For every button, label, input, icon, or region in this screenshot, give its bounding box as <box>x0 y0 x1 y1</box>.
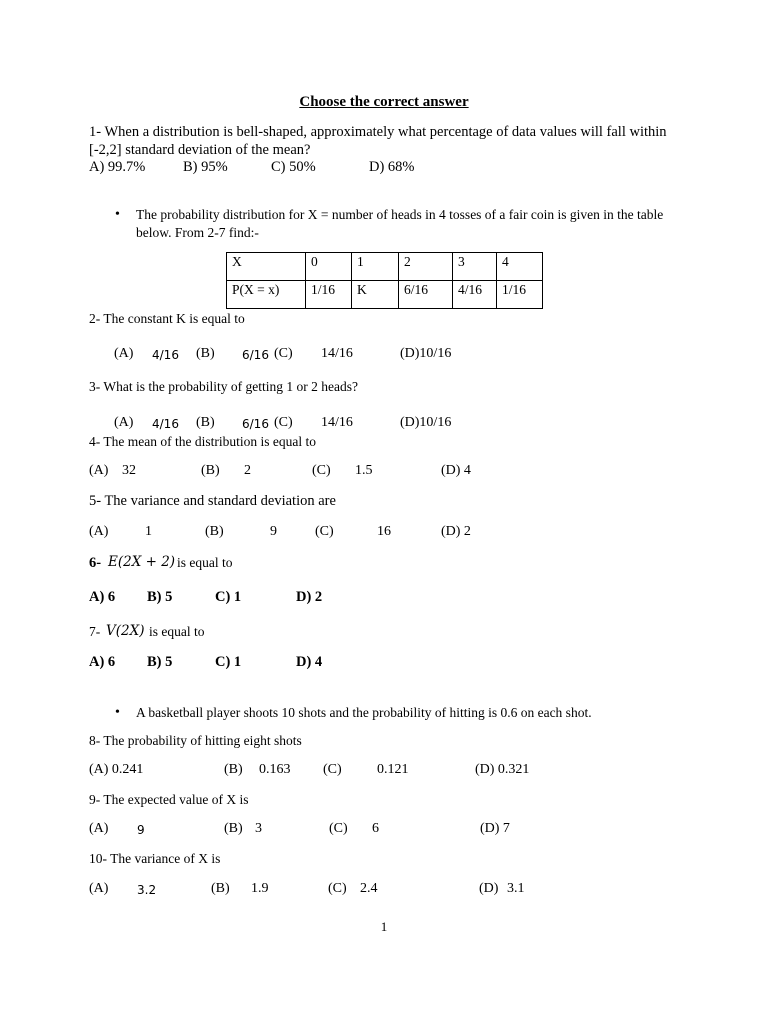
table-cell: 1/16 <box>497 281 543 309</box>
answer-4a-value: 32 <box>122 463 136 478</box>
question-3-text: 3- What is the probability of getting 1 or 2 heads? <box>89 379 358 394</box>
answer-6d: D) 2 <box>296 589 323 605</box>
answer-7d: D) 4 <box>296 654 323 670</box>
question-7-number: 7- <box>89 624 101 639</box>
table-cell: 1 <box>352 253 399 281</box>
question-6-text: is equal to <box>177 555 233 570</box>
answer-8b-value: 0.163 <box>259 762 291 777</box>
answer-9b-value: 3 <box>255 821 262 836</box>
answer-9c-value: 6 <box>372 821 379 836</box>
answer-1c: C) 50% <box>271 159 316 175</box>
table-row <box>227 253 543 281</box>
answer-9a-label: (A) <box>89 821 109 836</box>
question-6-number: 6- <box>89 555 102 571</box>
bullet-icon: • <box>115 705 120 720</box>
answer-5a-value: 1 <box>145 524 152 539</box>
question-7-expression: V(2X) <box>106 623 145 639</box>
answer-9c-label: (C) <box>329 821 348 836</box>
answer-3a-value: 4/16 <box>152 417 179 431</box>
question-9-text: 9- The expected value of X is <box>89 792 249 807</box>
answer-5a-label: (A) <box>89 524 109 539</box>
table-cell: 0 <box>306 253 352 281</box>
answer-2d: (D)10/16 <box>400 346 452 361</box>
answer-1a: A) 99.7% <box>89 159 146 175</box>
answer-10b-label: (B) <box>211 881 230 896</box>
table-cell: X <box>227 253 306 281</box>
question-8-text: 8- The probability of hitting eight shots <box>89 733 302 748</box>
answer-6b: B) 5 <box>147 589 173 605</box>
answer-9a-value: 9 <box>137 823 145 837</box>
answer-4d: (D) 4 <box>441 463 471 478</box>
question-5-text: 5- The variance and standard deviation are <box>89 493 336 509</box>
answer-4c-label: (C) <box>312 463 331 478</box>
answer-5c-value: 16 <box>377 524 391 539</box>
question-6-expression: E(2X + 2) <box>108 554 176 570</box>
answer-2c-label: (C) <box>274 346 293 361</box>
answer-5b-label: (B) <box>205 524 224 539</box>
answer-7a: A) 6 <box>89 654 116 670</box>
answer-3d: (D)10/16 <box>400 415 452 430</box>
table-row <box>227 281 543 309</box>
question-2-text: 2- The constant K is equal to <box>89 311 245 326</box>
answer-8a: (A) 0.241 <box>89 762 144 777</box>
answer-8c-value: 0.121 <box>377 762 409 777</box>
answer-9b-label: (B) <box>224 821 243 836</box>
answer-5c-label: (C) <box>315 524 334 539</box>
answer-10d-label: (D) <box>479 881 499 896</box>
answer-7b: B) 5 <box>147 654 173 670</box>
answer-4b-value: 2 <box>244 463 251 478</box>
answer-1b: B) 95% <box>183 159 228 175</box>
bullet-icon: • <box>115 207 120 222</box>
answer-8d: (D) 0.321 <box>475 762 530 777</box>
table-cell: 4/16 <box>453 281 497 309</box>
answer-4b-label: (B) <box>201 463 220 478</box>
question-10-text: 10- The variance of X is <box>89 851 221 866</box>
answer-10c-label: (C) <box>328 881 347 896</box>
table-cell: 2 <box>399 253 453 281</box>
answer-3a-label: (A) <box>114 415 134 430</box>
answer-9d: (D) 7 <box>480 821 510 836</box>
answer-10c-value: 2.4 <box>360 881 378 896</box>
bullet-intro-1: The probability distribution for X = number of heads in 4 tosses of a fair coin is given in the table below. From 2-7 find:- <box>136 207 664 240</box>
answer-3b-value: 6/16 <box>242 417 269 431</box>
answer-4c-value: 1.5 <box>355 463 373 478</box>
answer-5d: (D) 2 <box>441 524 471 539</box>
answer-2b-label: (B) <box>196 346 215 361</box>
table-cell: P(X = x) <box>227 281 306 309</box>
answer-3b-label: (B) <box>196 415 215 430</box>
answer-2b-value: 6/16 <box>242 348 269 362</box>
table-cell: 6/16 <box>399 281 453 309</box>
answer-5b-value: 9 <box>270 524 277 539</box>
answer-6a: A) 6 <box>89 589 116 605</box>
answer-3c-value: 14/16 <box>321 415 353 430</box>
answer-8b-label: (B) <box>224 762 243 777</box>
answer-1d: D) 68% <box>369 159 415 175</box>
page-number: 1 <box>380 919 388 934</box>
answer-2a-value: 4/16 <box>152 348 179 362</box>
question-1-text: 1- When a distribution is bell-shaped, approximately what percentage of data values will fall within [-2,2] standard deviation of the mean? <box>89 124 667 158</box>
bullet-intro-2: A basketball player shoots 10 shots and the probability of hitting is 0.6 on each shot. <box>136 705 592 720</box>
probability-table <box>226 252 543 309</box>
table-cell: 3 <box>453 253 497 281</box>
answer-10a-label: (A) <box>89 881 109 896</box>
answer-4a-label: (A) <box>89 463 109 478</box>
answer-7c: C) 1 <box>215 654 242 670</box>
answer-8c-label: (C) <box>323 762 342 777</box>
table-cell: 4 <box>497 253 543 281</box>
answer-10a-value: 3.2 <box>137 883 157 897</box>
table-cell: 1/16 <box>306 281 352 309</box>
answer-6c: C) 1 <box>215 589 242 605</box>
question-4-text: 4- The mean of the distribution is equal to <box>89 434 316 449</box>
question-7-text: is equal to <box>149 624 205 639</box>
answer-3c-label: (C) <box>274 415 293 430</box>
answer-2c-value: 14/16 <box>321 346 353 361</box>
answer-10d-value: 3.1 <box>507 881 525 896</box>
answer-10b-value: 1.9 <box>251 881 269 896</box>
answer-2a-label: (A) <box>114 346 134 361</box>
page-title: Choose the correct answer <box>299 94 469 110</box>
table-cell: K <box>352 281 399 309</box>
